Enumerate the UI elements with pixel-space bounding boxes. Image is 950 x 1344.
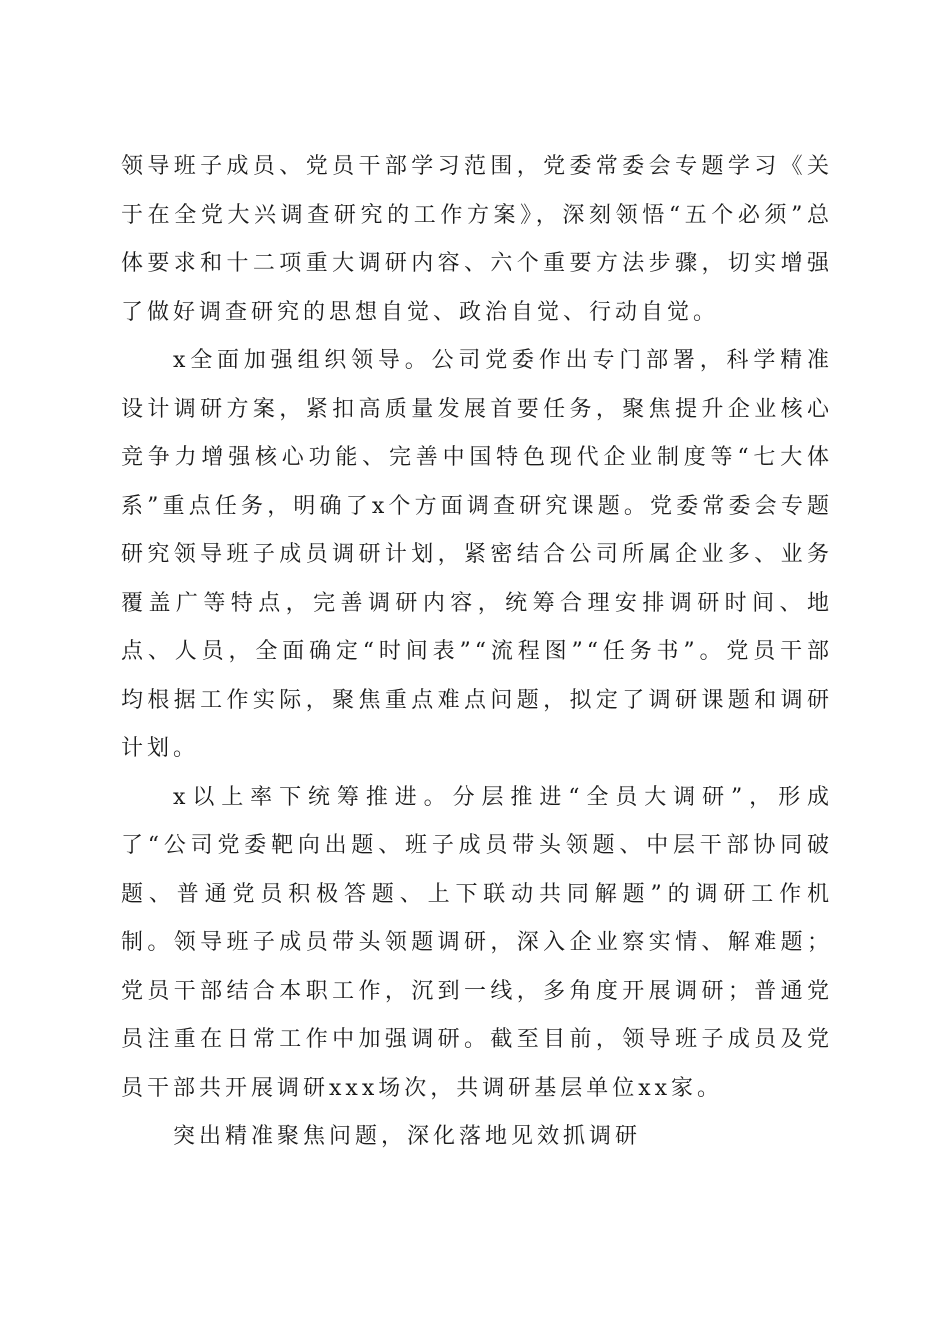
section-heading-focus-problems: 突出精准聚焦问题，深化落地见效抓调研 (173, 1124, 642, 1149)
document-body (121, 143, 833, 1162)
paragraph-organization-leadership: x全面加强组织领导。公司党委作出专门部署，科学精准设计调研方案，紧扣高质量发展首要任务，聚焦提升企业核心竞争力增强核心功能、完善中国特色现代企业制度等“七大体系”重点任务，明确了x个方面调查研究课题。党委常委会专题研究领导班子成员调研计划，紧密结合公司所属企业多、业务覆盖广等特点，完善调研内容，统筹合理安排调研时间、地点、人员，全面确定“时间表”“流程图”“任务书”。党员干部均根据工作实际，聚焦重点难点问题，拟定了调研课题和调研计划。 (121, 348, 834, 761)
paragraph-study-scope: 领导班子成员、党员干部学习范围，党委常委会专题学习《关于在全党大兴调查研究的工作方案》，深刻领悟“五个必须”总体要求和十二项重大调研内容、六个重要方法步骤，切实增强了做好调查研究的思想自觉、政治自觉、行动自觉。 (121, 154, 833, 325)
paragraph-top-down-promotion: x以上率下统筹推进。分层推进“全员大调研”，形成了“公司党委靶向出题、班子成员带头领题、中层干部协同破题、普通党员积极答题、上下联动共同解题”的调研工作机制。领导班子成员带头领题调研，深入企业察实情、解难题；党员干部结合本职工作，沉到一线，多角度开展调研；普通党员注重在日常工作中加强调研。截至目前，领导班子成员及党员干部共开展调研xxx场次，共调研基层单位xx家。 (121, 784, 833, 1101)
